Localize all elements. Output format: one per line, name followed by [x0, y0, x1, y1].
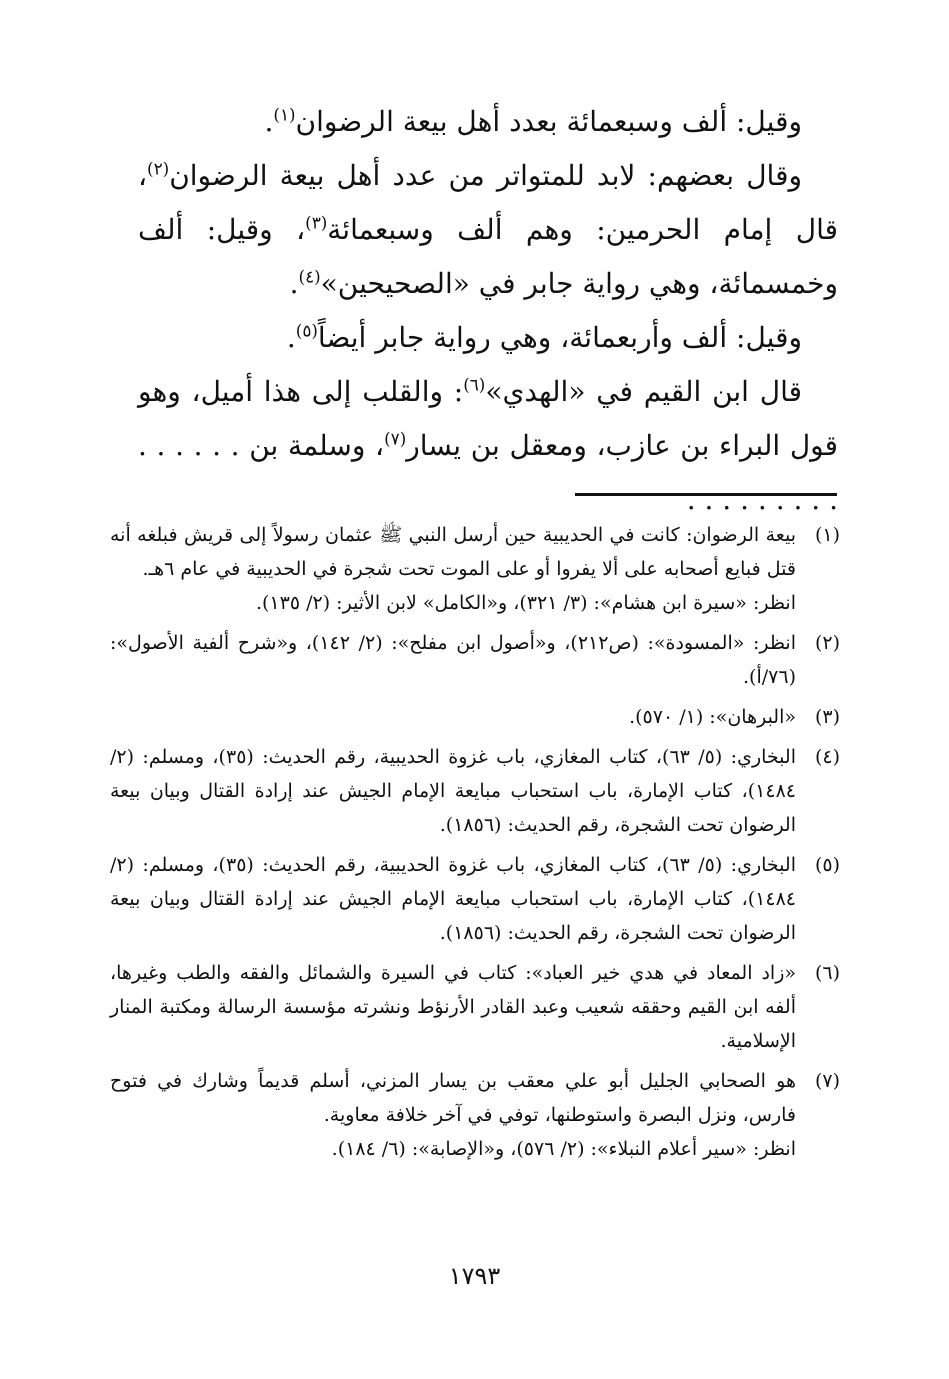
footnote-2 — [110, 626, 840, 694]
paragraph-2: وقال بعضهم: لابد للمتواتر من عدد أهل بيعة الرضوان$^{(٢)}$، قال إمام الحرمين: وهم ألف وسبعمائة$^{(٣)}$، وقيل: ألف وخمسمائة، وهي رواية جابر في «الصحيحين»$^{(٤)}$. — [138, 158, 838, 300]
footnote-text: البخاري: (٥/ ٦٣)، كتاب المغازي، باب غزوة الحديبية، رقم الحديث: (٣٥)، ومسلم: (٢/ ١٤٨٤)، كتاب الإمارة، باب استحباب مبايعة الإمام الجيش عند إرادة القتال وبيان بيعة الرضوان تحت الشجرة، رقم الحديث: (١٨٥٦). — [110, 746, 796, 836]
footnote-ref-4[interactable]: (٤) — [298, 266, 321, 287]
footnote-text: «زاد المعاد في هدي خير العباد»: كتاب في السيرة والشمائل والفقه والطب وغيرها، ألفه ابن القيم وحققه شعيب وعبد القادر الأرنؤط ونشرته مؤسسة الرسالة ومكتبة المنار الإسلامية. — [110, 962, 796, 1052]
footnote-number: (٢) — [814, 632, 840, 654]
footnote-divider — [575, 493, 837, 496]
paragraph-4: قال ابن القيم في «الهدي»$^{(٦)}$: والقلب إلى هذا أميل، وهو قول البراء بن عازب، ومعقل بن يسار$^{(٧)}$، وسلمة بن . . . . . . . . . . . . . . . — [138, 374, 839, 516]
footnote-number: (٧) — [814, 1070, 840, 1092]
footnote-1 — [110, 518, 840, 620]
footnote-3 — [110, 700, 840, 734]
paragraph-3: وقيل: ألف وأربعمائة، وهي رواية جابر أيضاً$^{(٥)}$. — [286, 320, 802, 354]
main-text — [138, 95, 838, 527]
footnote-text: «البرهان»: (١/ ٥٧٠). — [629, 706, 796, 728]
footnote-ref-2[interactable]: (٢) — [147, 158, 170, 179]
footnote-ref-1[interactable]: (١) — [273, 104, 296, 125]
footnote-number: (٣) — [814, 706, 840, 728]
footnote-text: بيعة الرضوان: كانت في الحديبية حين أرسل النبي ﷺ عثمان رسولاً إلى قريش فبلغه أنه قتل فبايع أصحابه على ألا يفروا أو على الموت تحت شجرة في الحديبية في عام ٦هـ. انظر: «سيرة ابن هشام»: (٣/ ٣٢١)، و«الكامل» لابن الأثير: (٢/ ١٣٥). — [110, 524, 796, 614]
footnote-text: هو الصحابي الجليل أبو علي معقب بن يسار المزني، أسلم قديماً وشارك في فتوح فارس، ونزل البصرة واستوطنها، توفي في آخر خلافة معاوية. انظر: «سير أعلام النبلاء»: (٢/ ٥٧٦)، و«الإصابة»: (٦/ ١٨٤). — [110, 1070, 796, 1160]
footnote-ref-6[interactable]: (٦) — [463, 374, 486, 395]
footnote-ref-3[interactable]: (٣) — [305, 212, 328, 233]
footnote-number: (٤) — [814, 746, 840, 768]
footnote-ref-5[interactable]: (٥) — [295, 320, 318, 341]
page-number: ١٧٩٣ — [448, 1262, 501, 1290]
footnote-6 — [110, 956, 840, 1058]
footnote-number: (٦) — [814, 962, 840, 984]
footnotes — [110, 518, 840, 1172]
footnote-4 — [110, 740, 840, 842]
footnote-number: (٥) — [814, 854, 840, 876]
paragraph-1: وقيل: ألف وسبعمائة بعدد أهل بيعة الرضوان$^{(١)}$. — [264, 104, 802, 138]
footnote-text: انظر: «المسودة»: (ص٢١٢)، و«أصول ابن مفلح»: (٢/ ١٤٢)، و«شرح ألفية الأصول»: (٧٦/أ). — [110, 632, 796, 688]
footnote-number: (١) — [814, 524, 840, 546]
footnote-7 — [110, 1064, 840, 1166]
footnote-ref-7[interactable]: (٧) — [384, 428, 407, 449]
footnote-5 — [110, 848, 840, 950]
footnote-text: البخاري: (٥/ ٦٣)، كتاب المغازي، باب غزوة الحديبية، رقم الحديث: (٣٥)، ومسلم: (٢/ ١٤٨٤)، كتاب الإمارة، باب استحباب مبايعة الإمام الجيش عند إرادة القتال وبيان بيعة الرضوان تحت الشجرة، رقم الحديث: (١٨٥٦). — [110, 854, 796, 944]
